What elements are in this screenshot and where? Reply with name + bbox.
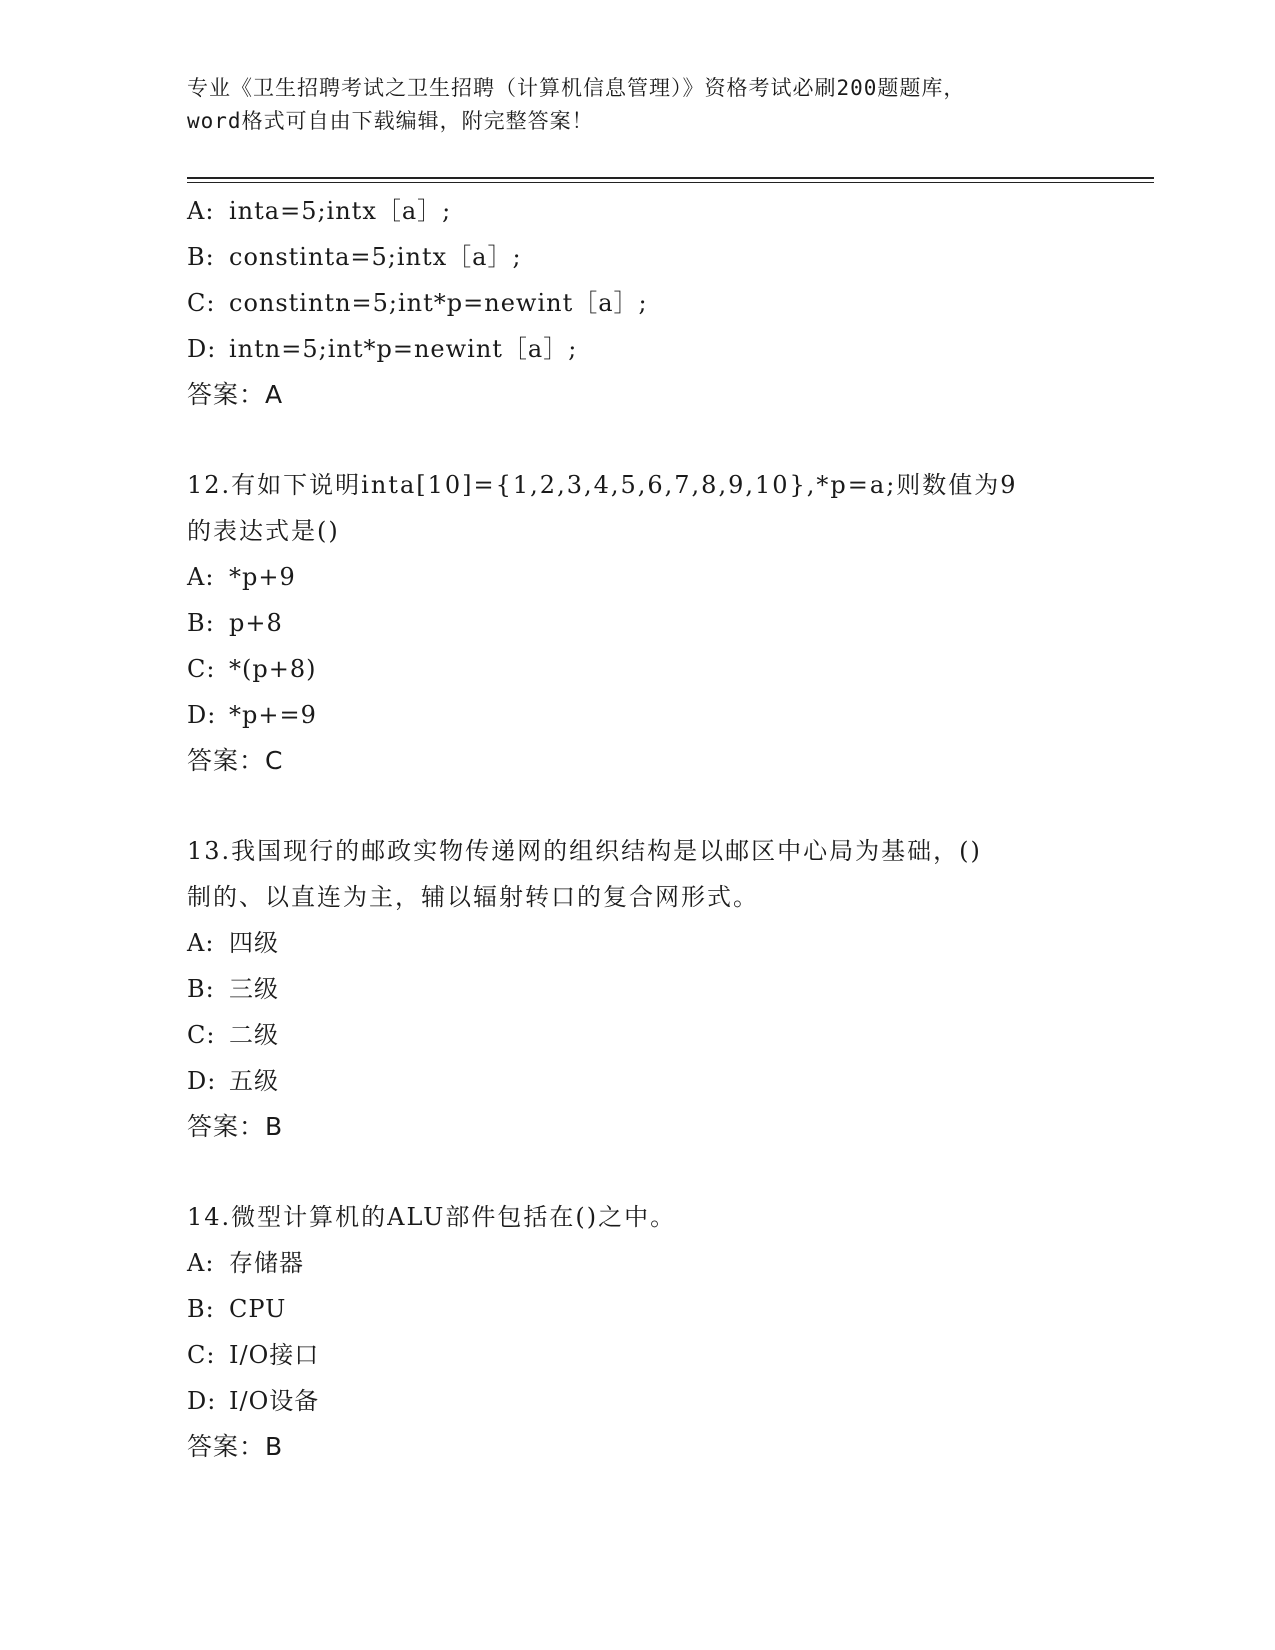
option-label: B: <box>187 1295 215 1323</box>
option-text: p+8 <box>229 609 283 637</box>
option-label: A: <box>187 929 215 957</box>
question-list <box>187 188 1087 1470</box>
question-stem-line-1: 14.微型计算机的ALU部件包括在()之中。 <box>187 1203 677 1231</box>
option-label: A: <box>187 563 215 591</box>
option-c <box>187 280 1087 326</box>
option-label: D: <box>187 1387 217 1415</box>
question-stem-line-2: 的表达式是() <box>187 517 340 545</box>
option-c <box>187 1012 1087 1058</box>
option-text: 四级 <box>229 929 279 957</box>
header-line-2: word格式可自由下载编辑，附完整答案！ <box>187 109 594 133</box>
answer-line: 答案：C <box>187 746 284 775</box>
question-13 <box>187 828 1087 1150</box>
option-d <box>187 692 1087 738</box>
option-text: CPU <box>229 1295 287 1323</box>
option-text: I/O设备 <box>229 1387 320 1415</box>
option-text: *p+9 <box>229 563 296 591</box>
option-text: I/O接口 <box>229 1341 320 1369</box>
header-divider-thin <box>187 182 1154 183</box>
option-a <box>187 188 1087 234</box>
header-line-1: 专业《卫生招聘考试之卫生招聘（计算机信息管理）》资格考试必刷200题题库， <box>187 76 966 100</box>
option-b <box>187 1286 1087 1332</box>
option-label: C: <box>187 655 216 683</box>
option-label: C: <box>187 1341 216 1369</box>
option-a <box>187 554 1087 600</box>
option-label: A: <box>187 1249 215 1277</box>
option-b <box>187 966 1087 1012</box>
option-label: A: <box>187 197 215 225</box>
option-a <box>187 1240 1087 1286</box>
answer-line: 答案：B <box>187 1432 284 1461</box>
option-text: 存储器 <box>229 1249 304 1277</box>
option-label: C: <box>187 1021 216 1049</box>
option-c <box>187 646 1087 692</box>
question-14 <box>187 1194 1087 1470</box>
question-11 <box>187 188 1087 418</box>
option-text: constintn=5;int*p=newint［a］; <box>229 289 648 317</box>
option-a <box>187 920 1087 966</box>
option-text: *p+=9 <box>229 701 317 729</box>
option-label: D: <box>187 335 217 363</box>
option-text: constinta=5;intx［a］; <box>229 243 522 271</box>
option-d <box>187 1058 1087 1104</box>
option-d <box>187 326 1087 372</box>
option-text: 五级 <box>229 1067 279 1095</box>
question-12 <box>187 462 1087 784</box>
question-stem-line-1: 12.有如下说明inta[10]={1,2,3,4,5,6,7,8,9,10},*p=a;则数值为9 <box>187 471 1018 499</box>
option-text: 三级 <box>229 975 279 1003</box>
option-d <box>187 1378 1087 1424</box>
option-label: D: <box>187 1067 217 1095</box>
option-b <box>187 600 1087 646</box>
option-label: D: <box>187 701 217 729</box>
question-stem-line-2: 制的、以直连为主，辅以辐射转口的复合网形式。 <box>187 883 759 911</box>
question-stem-line-1: 13.我国现行的邮政实物传递网的组织结构是以邮区中心局为基础，() <box>187 837 982 865</box>
option-text: 二级 <box>229 1021 279 1049</box>
option-c <box>187 1332 1087 1378</box>
answer-line: 答案：A <box>187 380 284 409</box>
option-text: intn=5;int*p=newint［a］; <box>229 335 578 363</box>
answer-line: 答案：B <box>187 1112 284 1141</box>
option-label: C: <box>187 289 216 317</box>
option-text: inta=5;intx［a］; <box>229 197 452 225</box>
option-label: B: <box>187 975 215 1003</box>
option-label: B: <box>187 243 215 271</box>
document-header <box>187 72 1087 138</box>
option-label: B: <box>187 609 215 637</box>
option-b <box>187 234 1087 280</box>
header-divider-thick <box>187 177 1154 179</box>
option-text: *(p+8) <box>229 655 317 683</box>
